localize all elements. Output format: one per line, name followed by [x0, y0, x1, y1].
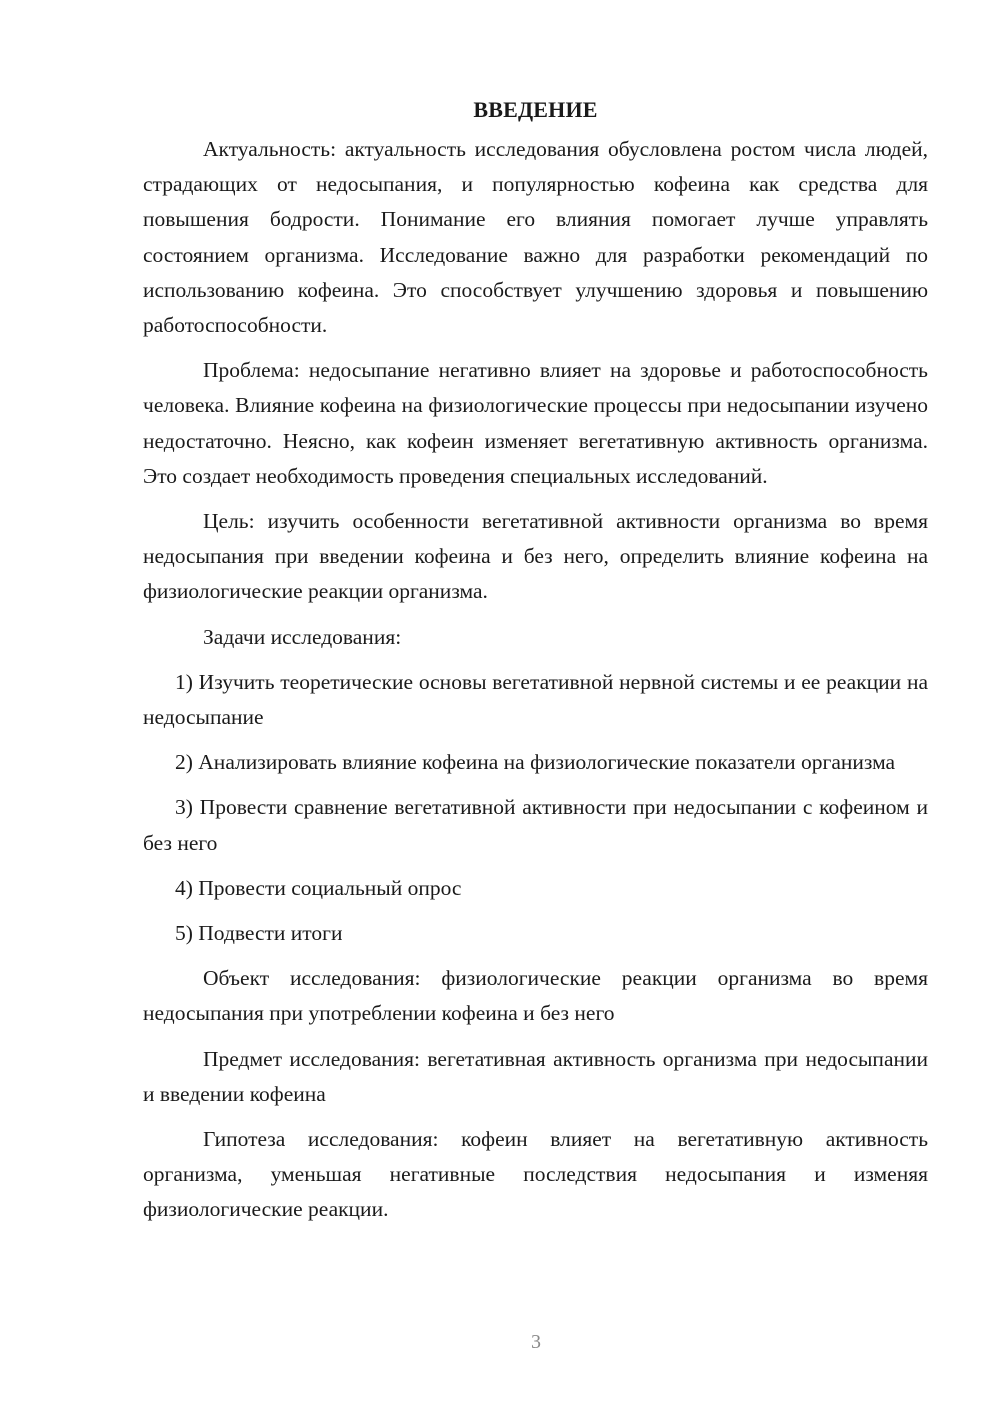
- task-item-2: 2) Анализировать влияние кофеина на физиологические показатели организма: [175, 750, 896, 775]
- task-item-5: 5) Подвести итоги: [175, 921, 343, 946]
- task-item-3: 3) Провести сравнение вегетативной активности при недосыпании с кофеином и без него: [143, 795, 928, 855]
- page-number: 3: [531, 1331, 541, 1353]
- hypothesis-paragraph: Гипотеза исследования: кофеин влияет на вегетативную активность организма, уменьшая негативные последствия недосыпания и изменяя физиологические реакции.: [143, 1127, 928, 1222]
- goal-paragraph: Цель: изучить особенности вегетативной активности организма во время недосыпания при введении кофеина и без него, определить влияние кофеина на физиологические реакции организма.: [143, 509, 928, 604]
- relevance-paragraph: Актуальность: актуальность исследования обусловлена ростом числа людей, страдающих от недосыпания, и популярностью кофеина как средства для повышения бодрости. Понимание его влияния помогает лучше управлять состоянием организма. Исследование важно для разработки рекомендаций по использованию кофеина. Это способствует улучшению здоровья и повышению работоспособности.: [143, 137, 928, 338]
- tasks-title: Задачи исследования:: [203, 624, 402, 649]
- task-item-1: 1) Изучить теоретические основы вегетативной нервной системы и ее реакции на недосыпание: [143, 669, 928, 730]
- document-page: [143, 92, 928, 1238]
- task-item-4: 4) Провести социальный опрос: [175, 875, 462, 900]
- subject-paragraph: Предмет исследования: вегетативная активность организма при недосыпании и введении кофеина: [143, 1046, 928, 1106]
- section-heading: ВВЕДЕНИЕ: [473, 97, 598, 122]
- problem-paragraph: Проблема: недосыпание негативно влияет на здоровье и работоспособность человека. Влияние кофеина на физиологические процессы при недосыпании изучено недостаточно. Неясно, как кофеин изменяет вегетативную активность организма. Это создает необходимость проведения специальных исследований.: [143, 358, 928, 488]
- object-paragraph: Объект исследования: физиологические реакции организма во время недосыпания при употреблении кофеина и без него: [143, 966, 928, 1026]
